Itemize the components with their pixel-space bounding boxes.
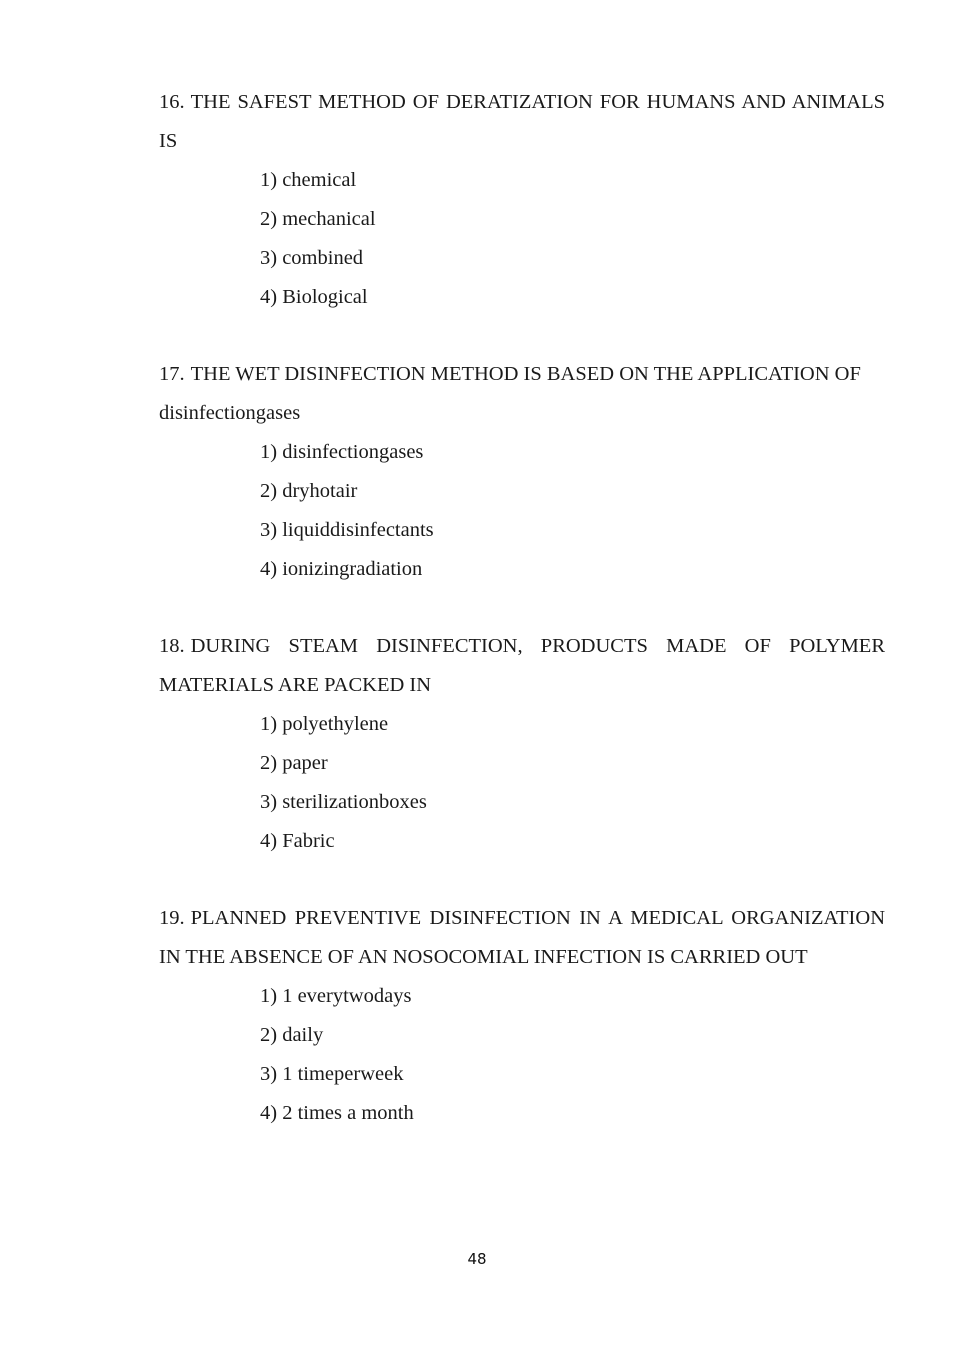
question-stem: DURING STEAM DISINFECTION, PRODUCTS MADE OF POLYMER MATERIALS ARE PACKED IN — [159, 635, 885, 696]
questions-container — [159, 83, 885, 1171]
answer-option: 3) combined — [260, 247, 364, 269]
question-text — [159, 627, 885, 705]
page-number: 48 — [467, 1250, 487, 1268]
question-text — [159, 899, 885, 977]
answer-option: 3) liquiddisinfectants — [260, 519, 434, 541]
answer-option: 1) polyethylene — [260, 713, 389, 735]
answer-option: 2) daily — [260, 1024, 324, 1046]
answer-options — [159, 161, 885, 317]
question-extra-text: disinfectiongases — [159, 402, 301, 424]
question-stem: THE WET DISINFECTION METHOD IS BASED ON THE APPLICATION OF — [190, 363, 861, 385]
answer-option: 4) ionizingradiation — [260, 558, 423, 580]
answer-option: 1) disinfectiongases — [260, 441, 424, 463]
answer-option: 3) 1 timeperweek — [260, 1063, 404, 1085]
answer-option: 1) chemical — [260, 169, 357, 191]
answer-options — [159, 433, 885, 589]
answer-option: 2) dryhotair — [260, 480, 358, 502]
answer-option: 4) Biological — [260, 286, 368, 308]
question-16 — [159, 83, 885, 317]
answer-option: 2) paper — [260, 752, 328, 774]
question-stem: THE SAFEST METHOD OF DERATIZATION FOR HUMANS AND ANIMALS IS — [159, 91, 885, 152]
answer-option: 3) sterilizationboxes — [260, 791, 427, 813]
question-19 — [159, 899, 885, 1133]
answer-option: 1) 1 everytwodays — [260, 985, 412, 1007]
question-number: 18. — [159, 635, 185, 657]
question-text — [159, 355, 885, 394]
answer-option: 4) 2 times a month — [260, 1102, 414, 1124]
question-17 — [159, 355, 885, 589]
question-stem: PLANNED PREVENTIVE DISINFECTION IN A MEDICAL ORGANIZATION IN THE ABSENCE OF AN NOSOCOMIAL INFECTION IS CARRIED OUT — [159, 907, 885, 968]
answer-options — [159, 705, 885, 861]
answer-options — [159, 977, 885, 1133]
answer-option: 4) Fabric — [260, 830, 335, 852]
question-number: 17. — [159, 363, 185, 385]
question-number: 16. — [159, 91, 185, 113]
answer-option: 2) mechanical — [260, 208, 376, 230]
question-18 — [159, 627, 885, 861]
question-text — [159, 83, 885, 161]
question-number: 19. — [159, 907, 185, 929]
